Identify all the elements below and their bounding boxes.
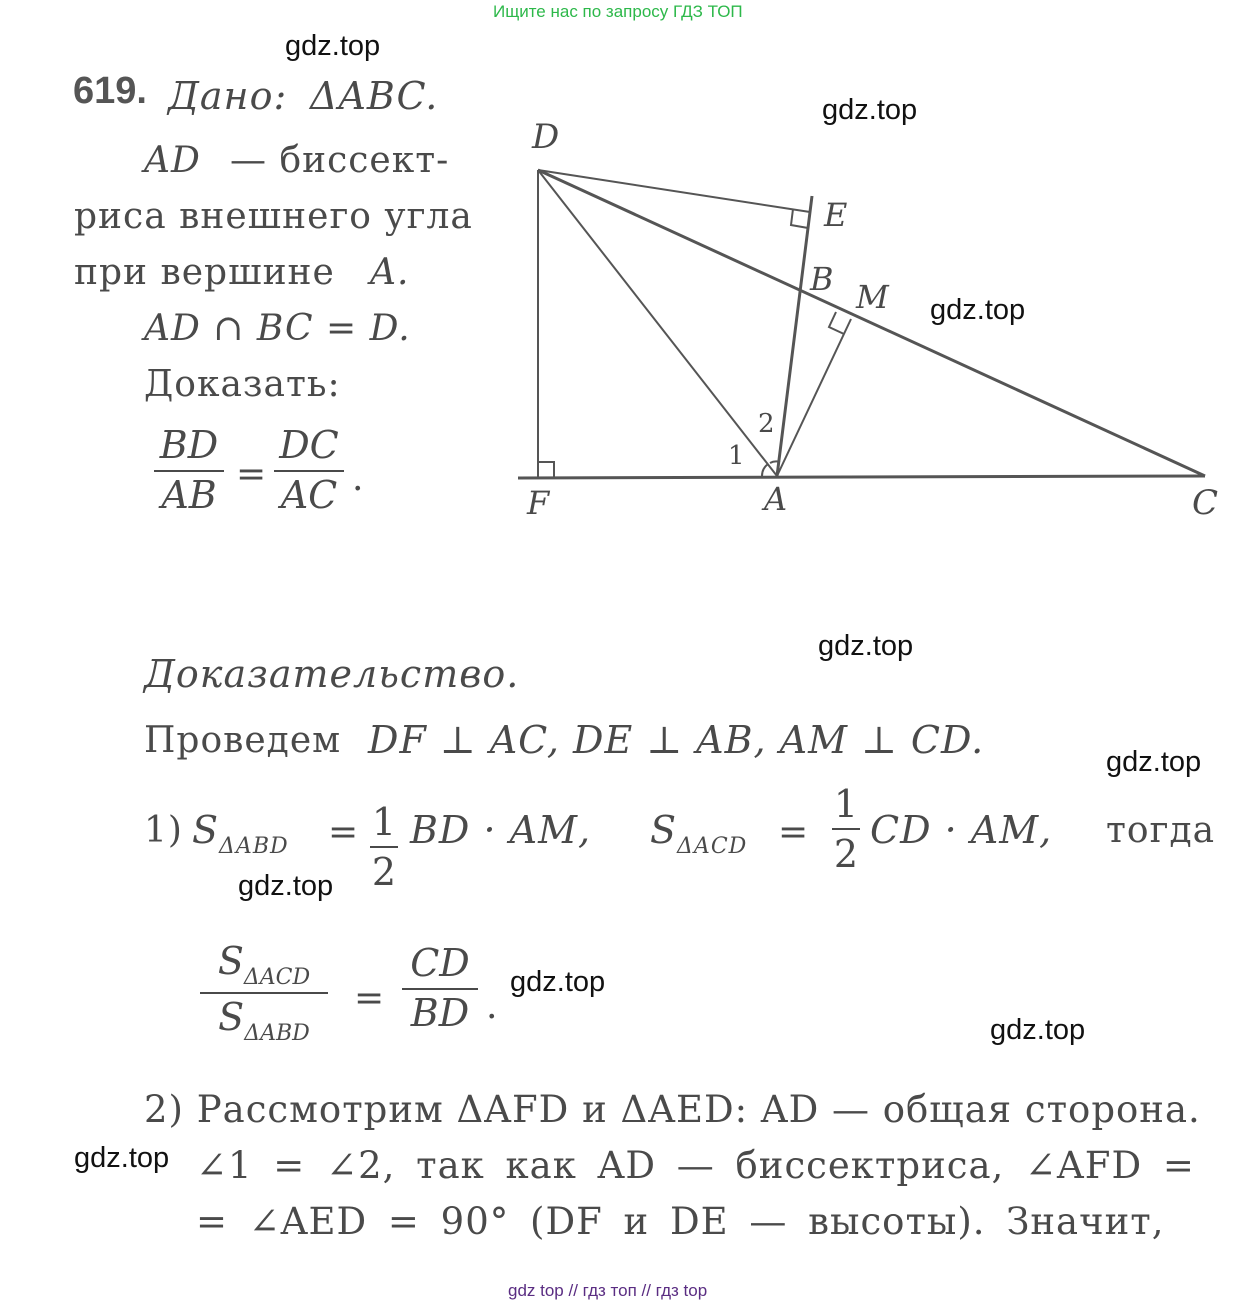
area-subscript: ΔACD <box>243 965 311 990</box>
label-a: A <box>764 480 788 518</box>
given-ad: AD <box>144 140 201 181</box>
ratio-equals: = <box>236 454 268 495</box>
half-num: 1 <box>833 782 859 826</box>
area-abd-equals: = <box>328 812 360 853</box>
watermark: gdz.top <box>818 630 914 662</box>
geometry-figure <box>500 110 1230 530</box>
area-subscript: ΔACD <box>677 834 748 859</box>
area-symbol: S <box>217 939 244 983</box>
area-ratio-den <box>218 996 310 1046</box>
proof-title: Доказательство. <box>144 652 520 696</box>
proof-construct-word: Проведем <box>144 720 342 761</box>
half-num: 1 <box>371 800 397 844</box>
area-acd-equals: = <box>778 812 810 853</box>
watermark: gdz.top <box>990 1014 1086 1046</box>
given-vertex: A. <box>370 252 410 293</box>
half-den: 2 <box>833 832 859 876</box>
watermark: gdz.top <box>930 294 1026 326</box>
angle-label-1: 1 <box>728 441 745 471</box>
watermark: gdz.top <box>1106 746 1202 778</box>
problem-number: 619. <box>73 70 147 112</box>
segment-da <box>538 170 777 476</box>
area-acd-rhs: CD · AM, <box>870 808 1053 852</box>
angle-label-2: 2 <box>758 409 775 439</box>
area-abd-rhs: BD · AM, <box>410 808 592 852</box>
label-d: D <box>532 117 560 157</box>
watermark: gdz.top <box>285 30 381 62</box>
label-f: F <box>527 484 550 522</box>
step2-line2: ∠1 = ∠2, так как AD — биссектриса, ∠AFD = <box>196 1144 1195 1187</box>
ratio-num: DC <box>279 423 339 467</box>
step2-line3: = ∠AED = 90° (DF и DE — высоты). Значит, <box>196 1200 1165 1243</box>
proof-construct-items: DF ⊥ AC, DE ⊥ AB, AM ⊥ CD. <box>368 718 985 762</box>
ratio-period: . <box>352 458 365 499</box>
given-triangle: ΔABC. <box>310 74 439 118</box>
watermark: gdz.top <box>510 966 606 998</box>
area-subscript: ΔABD <box>219 834 289 859</box>
area-symbol: S <box>218 995 245 1040</box>
watermark: gdz.top <box>238 870 334 902</box>
given-line1: — биссект- <box>230 140 450 181</box>
angle-arc-1 <box>762 464 768 476</box>
label-b: B <box>810 260 834 298</box>
area-symbol: S <box>192 808 220 852</box>
area-symbol: S <box>650 808 678 852</box>
ratio-bd-ab <box>154 424 224 517</box>
area-subscript: ΔABD <box>244 1021 310 1047</box>
half-fraction <box>370 800 398 894</box>
given-line3: при вершине <box>74 252 335 293</box>
right-angle-f <box>538 462 554 478</box>
area-ratio-num <box>218 940 310 990</box>
ratio-den: AC <box>280 472 338 517</box>
ratio-dc-ac <box>274 424 344 517</box>
ratio-num: BD <box>159 423 219 467</box>
line-fc <box>518 476 1205 478</box>
given-line2: риса внешнего угла <box>74 196 473 237</box>
top-banner: Ищите нас по запросу ГДЗ ТОП <box>493 2 743 21</box>
segment-de <box>538 170 810 212</box>
segment-ratio-fraction <box>402 942 478 1035</box>
area-acd <box>650 808 747 859</box>
prove-label: Доказать: <box>144 364 341 405</box>
area-ratio-equals: = <box>354 978 386 1019</box>
then-word: тогда <box>1106 810 1216 851</box>
watermark: gdz.top <box>822 94 918 126</box>
half-den: 2 <box>371 850 397 894</box>
step2-line1: 2) Рассмотрим ΔAFD и ΔAED: AD — общая сторона. <box>144 1088 1201 1131</box>
bottom-banner: gdz top // гдз топ // гдз top <box>508 1281 708 1300</box>
segment-ae <box>777 196 812 476</box>
step1-number: 1) <box>144 810 183 851</box>
label-m: M <box>856 278 889 316</box>
right-angle-m <box>829 312 844 334</box>
label-c: C <box>1192 483 1219 523</box>
half-fraction <box>832 782 860 876</box>
area-ratio-fraction <box>200 940 328 1047</box>
area-ratio-period: . <box>486 986 499 1027</box>
watermark: gdz.top <box>74 1142 170 1174</box>
area-abd <box>192 808 289 859</box>
given-label: Дано: <box>168 74 288 118</box>
segment-ratio-num: CD <box>410 941 470 985</box>
ratio-den: AB <box>161 472 217 517</box>
segment-ratio-den: BD <box>410 990 470 1035</box>
given-intersection: AD ∩ BC = D. <box>144 308 411 349</box>
segment-dc <box>538 170 1205 476</box>
label-e: E <box>824 196 848 234</box>
